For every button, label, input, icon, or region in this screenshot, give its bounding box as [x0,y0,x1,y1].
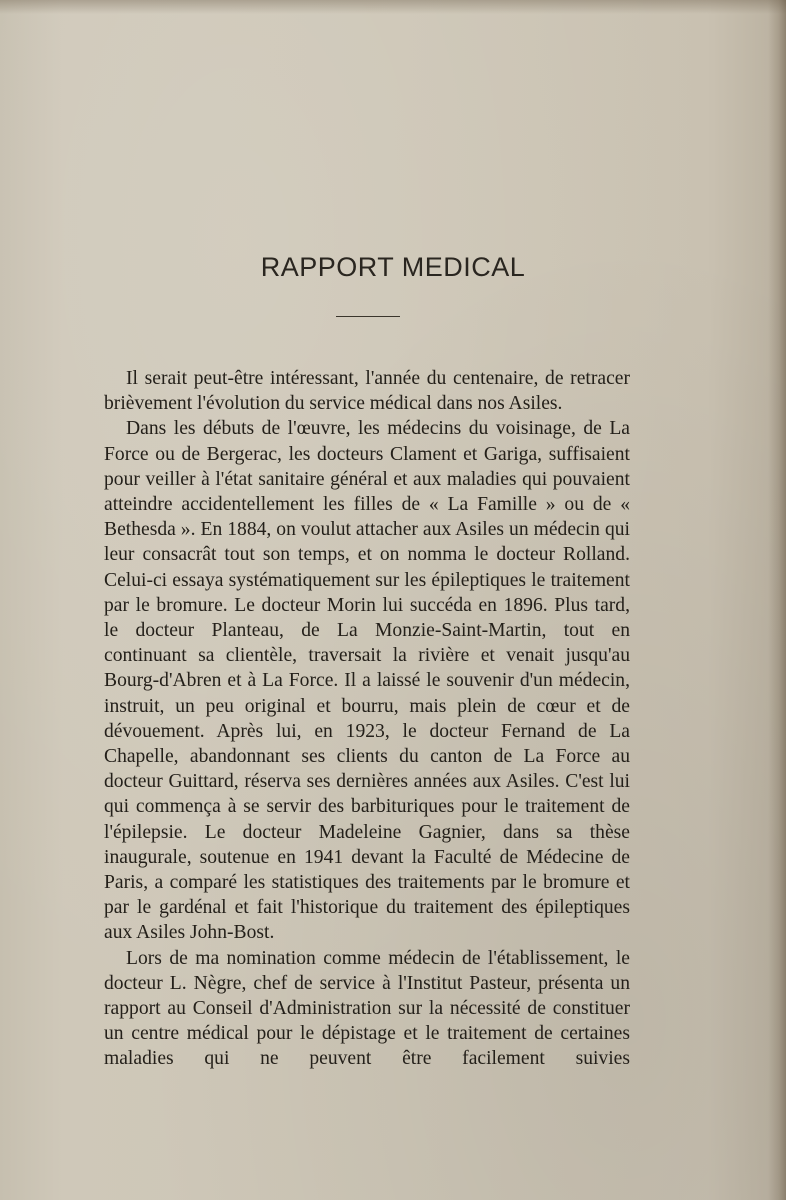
page-binding-shadow [768,0,786,1200]
page-title: RAPPORT MEDICAL [260,252,526,282]
title-divider [336,316,400,317]
page-top-shadow [0,0,786,14]
paragraph-1: Il serait peut-être intéressant, l'année du centenaire, de retracer brièvement l'évolution du service médical dans nos Asiles. [104,368,630,415]
paragraph-3: Lors de ma nomination comme médecin de l'établissement, le docteur L. Nègre, chef de service à l'Institut Pasteur, présenta un rapport au Conseil d'Administration sur la nécessité de constituer un centre médical pour le dépistage et le traitement de certaines maladies qui ne peuvent être facilement suivies [104,947,630,1070]
body-text [104,366,630,1072]
paragraph-2: Dans les débuts de l'œuvre, les médecins du voisinage, de La Force ou de Bergerac, les docteurs Clament et Gariga, suffisaient pour veiller à l'état sanitaire général et aux maladies qui pouvaient atteindre accidentellement les filles de « La Famille » ou de « Bethesda ». En 1884, on voulut attacher aux Asiles un médecin qui leur consacrât tout son temps, et on nomma le docteur Rolland. Celui-ci essaya systématiquement sur les épileptiques le traitement par le bromure. Le docteur Morin lui succéda en 1896. Plus tard, le docteur Planteau, de La Monzie-Saint-Martin, tout en continuant sa clientèle, traversait la rivière et venait jusqu'au Bourg-d'Abren et à La Force. Il a laissé le souvenir d'un médecin, instruit, un peu original et bourru, mais plein de cœur et de dévouement. Après lui, en 1923, le docteur Fernand de La Chapelle, abandonnant ses clients du canton de La Force au docteur Guittard, réserva ses dernières années aux Asiles. C'est lui qui commença à se servir des barbituriques pour le traitement de l'épilepsie. Le docteur Madeleine Gagnier, dans sa thèse inaugurale, soutenue en 1941 devant la Faculté de Médecine de Paris, a comparé les statistiques des traitements par le bromure et par le gardénal et fait l'historique du traitement des épileptiques aux Asiles John-Bost. [104,418,630,944]
